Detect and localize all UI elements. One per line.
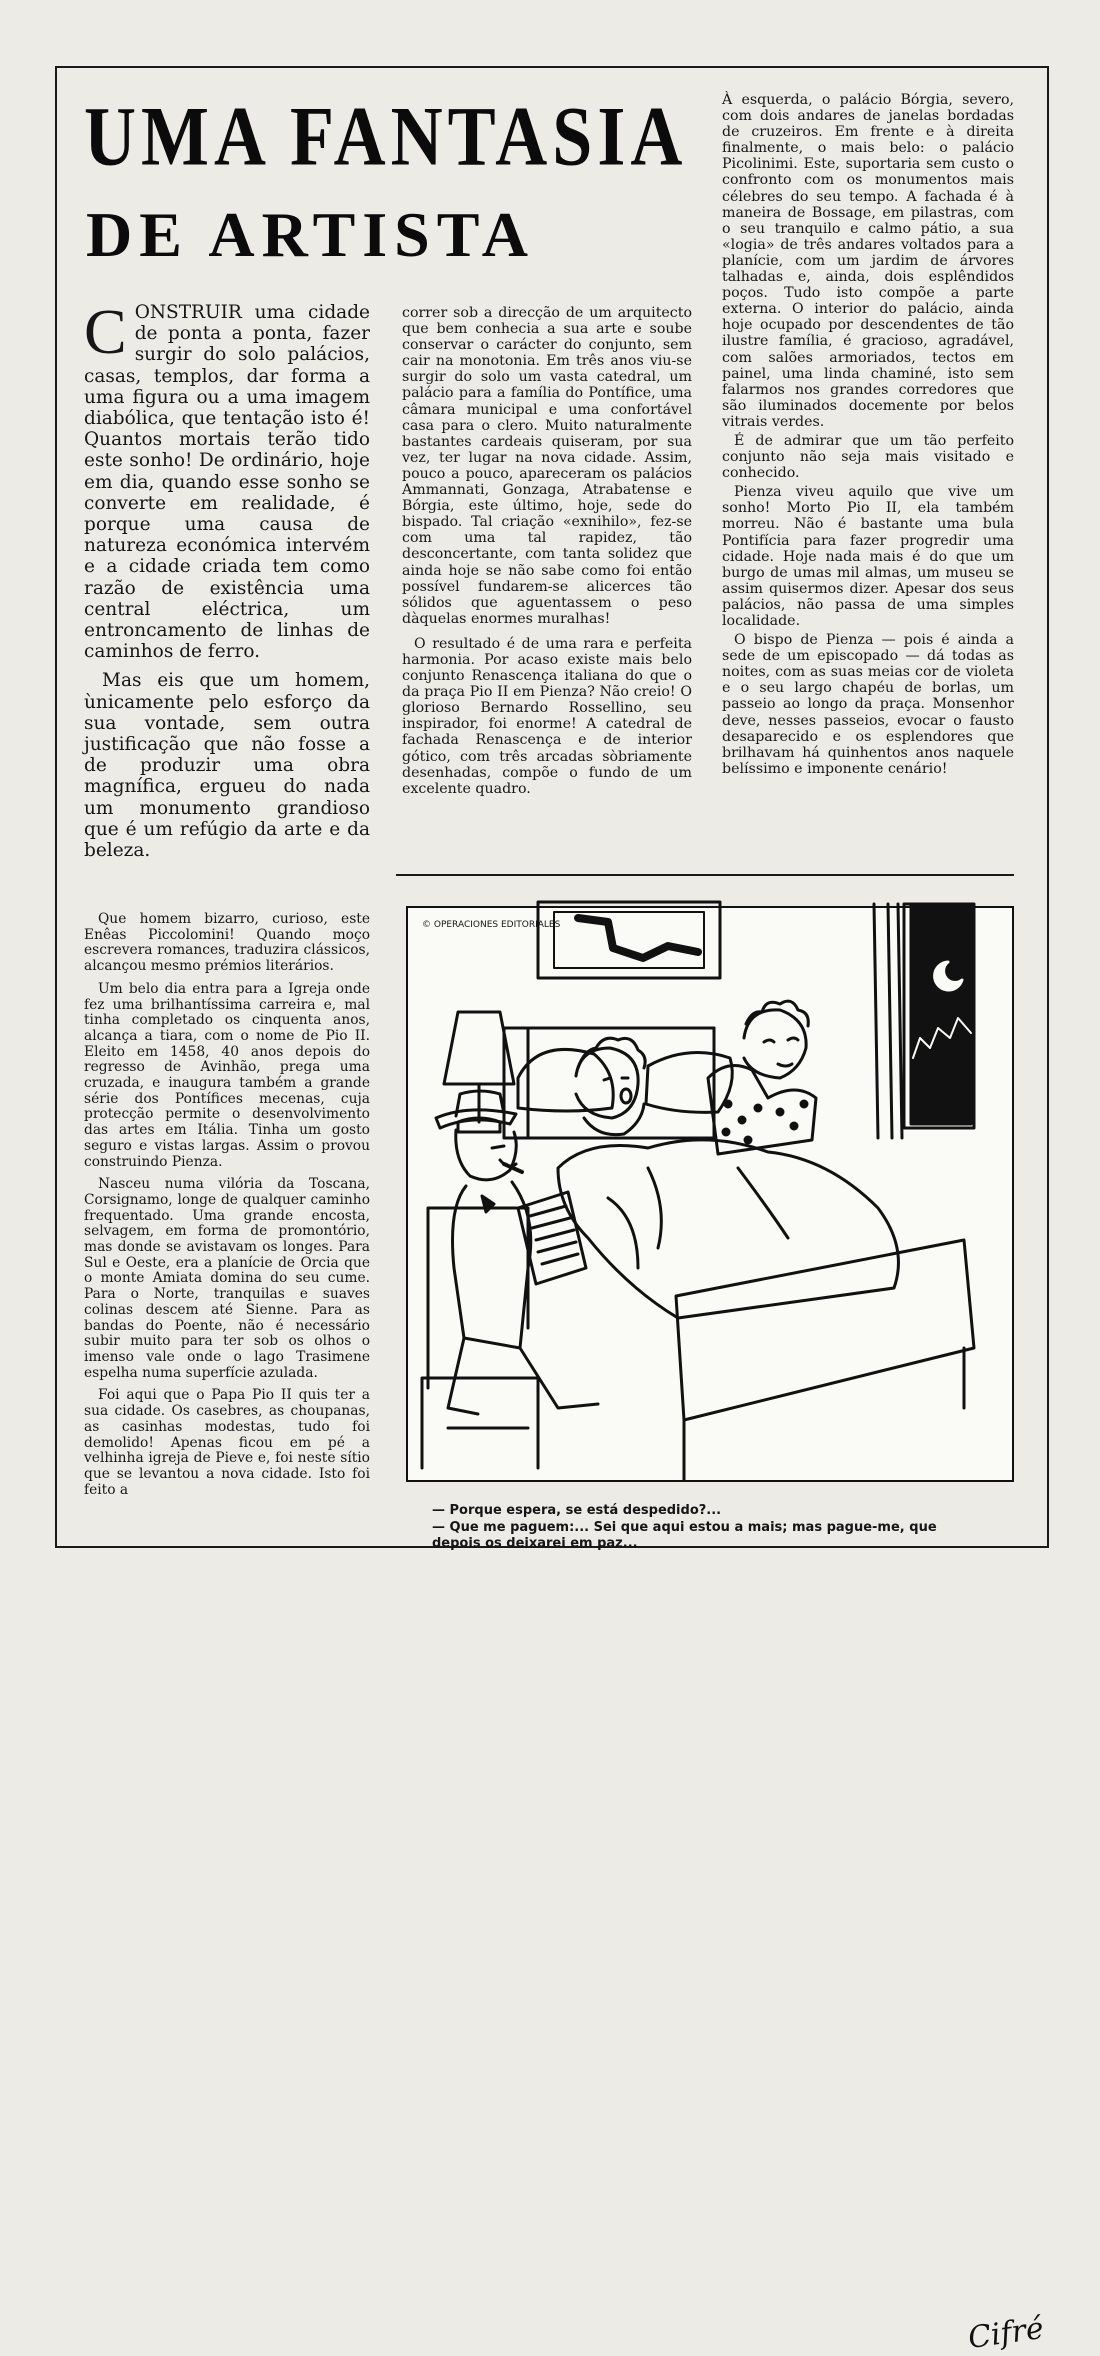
article-title-line2: DE ARTISTA: [86, 199, 535, 270]
article-column-3: [722, 92, 1014, 780]
article-column-2: [402, 305, 692, 806]
cartoon-caption: [432, 1503, 1022, 1553]
bed-headboard: [504, 1028, 714, 1138]
article-column-1: [84, 912, 370, 1505]
article-lead: [84, 296, 370, 862]
blanket: [558, 1140, 898, 1318]
column-2-paragraph: O resultado é de uma rara e perfeita harmonia. Por acaso existe mais belo conjunto Renascença italiana do que o da praça Pio II em Pienza? Não creio! O glorioso Bernardo Rossellino, seu inspirador, foi enorme! A catedral de fachada Renascença e de interior gótico, com três arcadas sòbriamente desenhadas, compõe o fundo de um excelente quadro.: [402, 635, 692, 797]
cartoon-top-rule: [396, 874, 1014, 876]
column-2-paragraph: correr sob a direcção de um arquitecto que bem conhecia a sua arte e soube conservar o carácter do conjunto, sem cair na monotonia. Em três anos viu-se surgir do solo um vasta catedral, um palácio para a família do Pontífice, uma câmara municipal e uma confortável casa para o clero. Muito naturalmente bastantes cardeais quiseram, por sua vez, ter lugar na nova cidade. Assim, pouco a pouco, apareceram os palácios Ammannati, Gonzaga, Atrabatense e Bórgia, este último, hoje, sede do bispado. Tal criação «exnihilo», fez-se com uma tal rapidez, tão desconcertante, com tanta solidez que ainda hoje se não sabe como foi então possível fundarem-se alicerces tão sólidos que aguentassem o peso dàquelas enormes muralhas!: [402, 305, 692, 627]
column-1-paragraph: Um belo dia entra para a Igreja onde fez uma brilhantíssima carreira e, mal tinha completado os cinquenta anos, alcança a tiara, com o nome de Pio II. Eleito em 1458, 40 anos depois do regresso de Avinhão, prega uma cruzada, e inaugura também a grande série dos Pontífices mecenas, cuja protecção permite o desenvolvimento das artes em Itália. Tinha um gosto seguro e vistas largas. Assim o provou construindo Pienza.: [84, 980, 370, 1170]
column-3-paragraph: Pienza viveu aquilo que vive um sonho! Morto Pio II, ela também morreu. Não é bastante uma bula Pontifícia para fazer progredir uma cidade. Hoje nada mais é do que um burgo de umas mil almas, um museu se assim quisermos dizer. Apesar dos seus palácios, não passa de uma simples localidade.: [722, 484, 1014, 629]
cartoon-drawing: [408, 908, 1012, 1480]
drop-cap: C: [84, 296, 127, 367]
wall-picture-icon: [538, 902, 720, 978]
caption-line: — Porque espera, se está despedido?...: [432, 1503, 722, 1518]
lead-paragraph-2: Mas eis que um homem, ùnicamente pelo esforço da sua vontade, sem outra justificação que não fosse a de produzir uma obra magnífica, ergueu do nada um monumento grandioso que é um refúgio da arte e da beleza.: [84, 670, 370, 862]
column-1-paragraph: Foi aqui que o Papa Pio II quis ter a sua cidade. Os casebres, as choupanas, as casinhas modestas, tudo foi demolido! Apenas ficou em pé a velhinha igreja de Pieve e, foi neste sítio que se levantou a nova cidade. Isto foi feito a: [84, 1387, 370, 1498]
man-in-bed-head: [744, 1010, 806, 1078]
bed-footboard: [676, 1240, 974, 1420]
lead-paragraph-1: [84, 296, 370, 663]
caption-line: — Que me paguem:... Sei que aqui estou a mais; mas pague-me, que: [432, 1519, 937, 1535]
caption-line: depois os deixarei em paz...: [432, 1536, 638, 1551]
lead-paragraph-1-text: ONSTRUIR uma cidade de ponta a ponta, fazer surgir do solo palácios, casas, templos, dar forma a uma figura ou a uma imagem diabólica, que tentação isto é! Quantos mortais terão tido este sonho! De ordinário, hoje em dia, quando esse sonho se converte em realidade, é porque uma causa de natureza económica intervém e a cidade criada tem como razão de existência uma central eléctrica, um entroncamento de linhas de caminhos de ferro.: [84, 302, 370, 663]
column-1-paragraph: Nasceu numa vilória da Toscana, Corsignamo, longe de qualquer caminho frequentado. Uma grande encosta, selvagem, em forma de promontório, mas donde se avistavam os longes. Para Sul e Oeste, era a planície de Orcia que o monte Amiata domina do seu cume. Para o Norte, tranquilas e suaves colinas descem até Sienne. Para as bandas do Poente, não é necessário subir muito para ter sob os olhos o imenso vale onde o lago Trasimene espelha numa superfície azulada.: [84, 1176, 370, 1381]
column-1-paragraph: Que homem bizarro, curioso, este Enêas Piccolomini! Quando moço escrevera romances, traduzira clássicos, alcançou mesmo prémios literários.: [84, 911, 370, 975]
column-3-paragraph: O bispo de Pienza — pois é ainda a sede de um episcopado — dá todas as noites, com as suas meias cor de violeta e o seu largo chapéu de borlas, um passeio ao longo da praça. Monsenhor deve, nesses passeios, evocar o fausto desaparecido e os esplendores que brilhavam há quinhentos anos naquele belíssimo e imponente cenário!: [722, 632, 1014, 777]
column-3-paragraph: À esquerda, o palácio Bórgia, severo, com dois andares de janelas bordadas de cruzeiros. Em frente e à direita finalmente, o mais belo: o palácio Picolinimi. Este, suportaria sem custo o confronto com os monumentos mais célebres do seu tempo. A fachada é à maneira de Bossage, em pilastras, com o seu tranquilo e calmo pátio, a sua «logia» de três andares voltados para a planície, com um jardim de árvores talhadas e, ainda, dois esplêndidos poços. Tudo isto compõe a parte externa. O interior do palácio, ainda hoje ocupado por descendentes de tão ilustre família, é gracioso, agradável, com salões armoriados, tectos em painel, uma linda chaminé, isto sem falarmos nos grandes corredores que são iluminados docemente por belos vitrais verdes.: [722, 92, 1014, 430]
article-title-line1: UMA FANTASIA: [84, 89, 688, 184]
column-3-paragraph: É de admirar que um tão perfeito conjunto não seja mais visitado e conhecido.: [722, 432, 1014, 482]
cartoon-signature: Cifré: [965, 2310, 1046, 2356]
chair: [422, 1378, 538, 1468]
cartoon-copyright: © OPERACIONES EDITORIALES: [422, 920, 561, 930]
